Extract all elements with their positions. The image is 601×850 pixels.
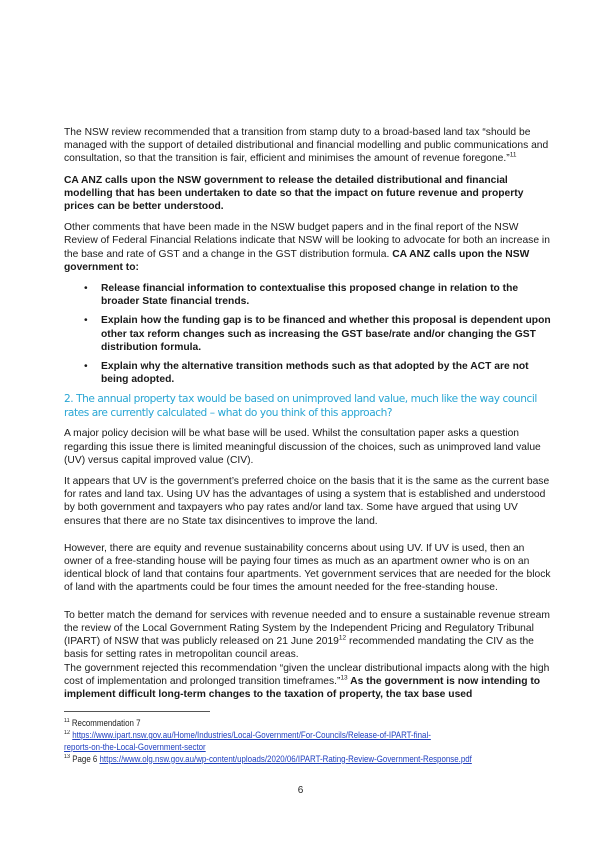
footnote-separator xyxy=(64,711,210,712)
paragraph-uv-preferred: It appears that UV is the government’s preferred choice on the basis that it is the same as the current base for rates and land tax. Using UV has the advantages of using a system that is established and understood by both government and taxpayers who pay rates and/or land tax. Some have argued that using UV ensures that there are no State tax disincentives to improve the land. xyxy=(64,476,550,527)
bullet-icon: • xyxy=(84,315,88,327)
paragraph-policy-decision: A major policy decision will be what base will be used. Whilst the consultation paper asks a question regarding this issue there is limited meaningful discussion of the choices, such as unimproved land value (UV) versus capital improved value (CIV). xyxy=(64,428,541,466)
call-upon-government: CA ANZ calls upon the NSW government to: xyxy=(64,248,530,273)
recommendations-list xyxy=(64,282,554,386)
page-content xyxy=(64,126,554,765)
paragraph-equity-concerns: However, there are equity and revenue sustainability concerns about using UV. If UV is used, then an owner of a free-standing house will be paying four times as much as an apartment owner who is on an identical block of land that contains four apartments. Yet government services that are needed for the block of land with the apartments could be four times the amount needed for the free-standing house. xyxy=(64,542,551,594)
footnote-11: $^{11}$ Recommendation 7 xyxy=(64,718,141,729)
footnote-12-link-continued[interactable]: reports-on-the-Local-Government-sector xyxy=(64,741,206,752)
page-number: 6 xyxy=(297,785,304,796)
footnote-13: $^{13}$ Page 6 https://www.olg.nsw.gov.au/wp-content/uploads/2020/06/IPART-Rating-Review-Government-Response.pdf xyxy=(64,753,472,764)
footnote-13-link[interactable]: https://www.olg.nsw.gov.au/wp-content/uploads/2020/06/IPART-Rating-Review-Government-Response.pdf xyxy=(99,753,472,764)
list-item: • Explain how the funding gap is to be financed and whether this proposal is dependent upon other tax reform changes such as increasing the GST base/rate and/or changing the GST distribution formula. xyxy=(84,315,551,353)
footnote-12-continued xyxy=(64,742,505,754)
footnote-12: $^{12}$ https://www.ipart.nsw.gov.au/Home/Industries/Local-Government/For-Councils/Release-of-IPART-final- xyxy=(64,729,431,740)
paragraph-other-comments: Other comments that have been made in the NSW budget papers and in the final report of the NSW Review of Federal Financial Relations indicate that NSW will be looking to advocate for both an increase in the base and rate of GST and a change in the GST distribution formula. CA ANZ calls upon the NSW government to: xyxy=(64,222,550,273)
call-to-release-modelling: CA ANZ calls upon the NSW government to release the detailed distributional and financial modelling that has been undertaken to date so that the impact on future revenue and property prices can be better understood. xyxy=(64,174,524,213)
bullet-icon: • xyxy=(84,283,88,295)
footnote-12-link[interactable]: https://www.ipart.nsw.gov.au/Home/Industries/Local-Government/For-Councils/Release-of-IPART-final- xyxy=(72,729,431,740)
bullet-icon: • xyxy=(84,361,88,373)
footnote-ref-13[interactable]: 13 xyxy=(340,674,348,682)
paragraph-nsw-review: The NSW review recommended that a transition from stamp duty to a broad-based land tax “should be managed with the support of detailed distributional and financial modelling and public communications and consultation, so that the transition is fair, efficient and minimises the amount of revenue foregone.”$^{11}$ xyxy=(64,127,549,165)
list-item: • Explain why the alternative transition methods such as that adopted by the ACT are not being adopted. xyxy=(84,361,529,386)
list-item: • Release financial information to contextualise this proposed change in relation to the broader State financial trends. xyxy=(84,283,519,308)
paragraph-government-rejected: The government rejected this recommendation “given the unclear distributional impacts along with the high cost of implementation and prolonged transition timeframes.”$^{13}$ As the government is now intending to implement difficult long-term changes to the taxation of property, the tax base used xyxy=(64,662,550,700)
paragraph-ipart-review: To better match the demand for services with revenue needed and to ensure a sustainable revenue stream the review of the Local Government Rating System by the Independent Pricing and Regulatory Tribunal (IPART) of NSW that was publicly released on 21 June 2019$^{12}$ recommended mandating the CIV as the basis for setting rates in metropolitan council areas. xyxy=(64,609,550,661)
section-heading-question-2: 2. The annual property tax would be based on unimproved land value, much like the way council rates are currently calculated – what do you think of this approach? xyxy=(64,393,537,420)
footnote-ref-11[interactable]: 11 xyxy=(509,151,517,159)
footnote-ref-12[interactable]: 12 xyxy=(338,634,347,642)
